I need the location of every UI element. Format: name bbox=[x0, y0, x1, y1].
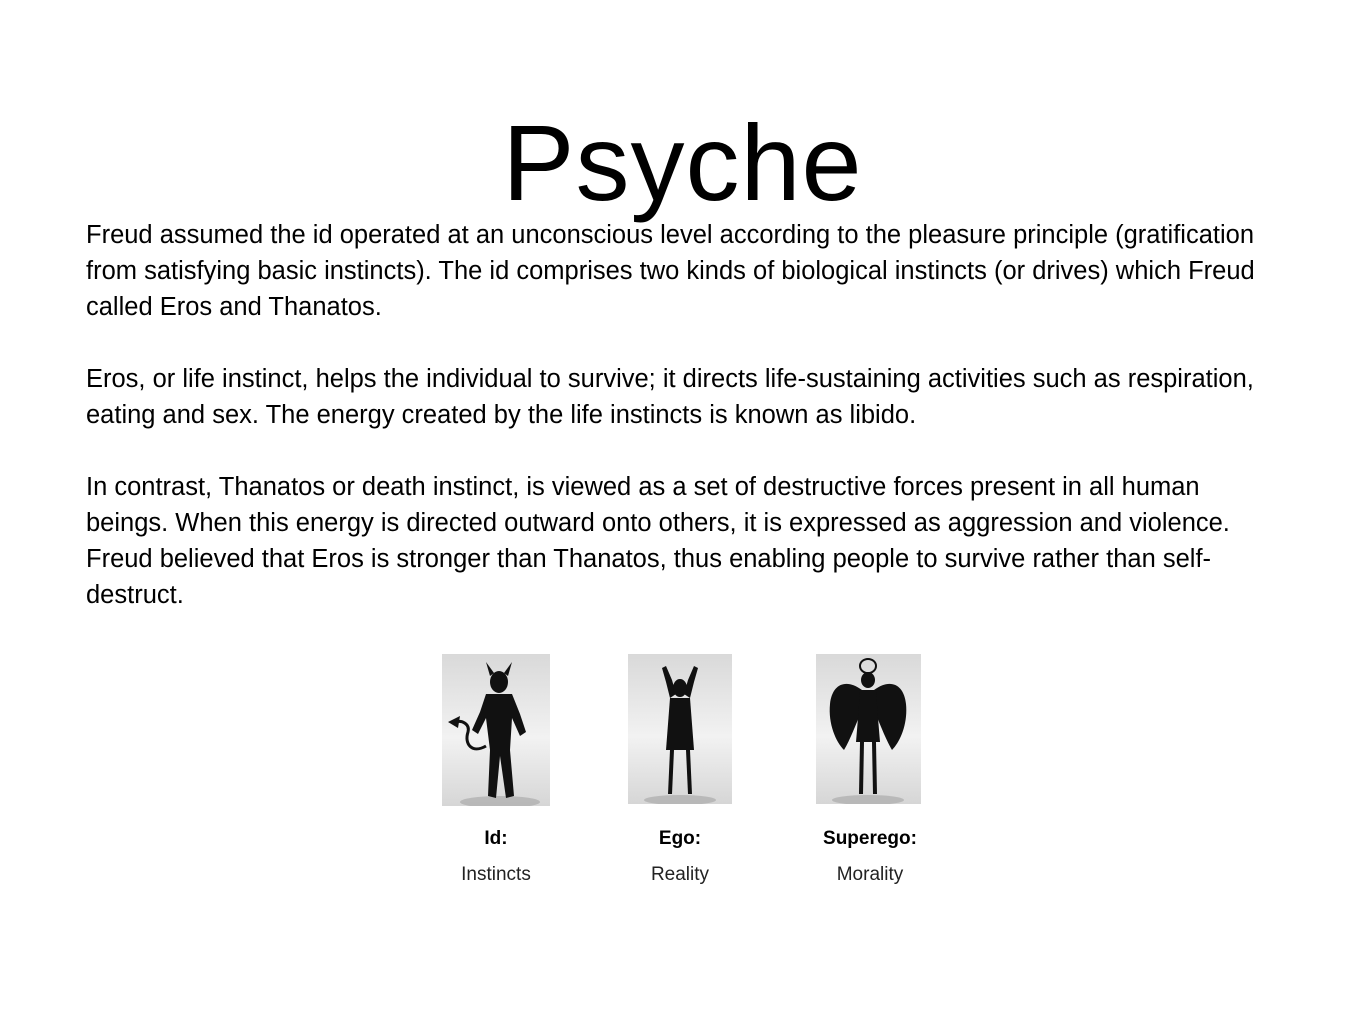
id-caption: Instincts bbox=[461, 864, 531, 885]
devil-silhouette-icon bbox=[442, 654, 550, 806]
superego-caption: Morality bbox=[836, 864, 904, 885]
body-text bbox=[86, 217, 1261, 649]
person-arms-raised-icon bbox=[628, 654, 732, 804]
ego-heading: Ego: bbox=[658, 828, 702, 849]
slide-title: Psyche bbox=[502, 102, 863, 223]
ego-caption: Reality bbox=[650, 864, 710, 885]
angel-silhouette-icon bbox=[816, 654, 921, 804]
paragraph-eros: Eros, or life instinct, helps the individual to survive; it directs life-sustaining activities such as respiration, eating and sex. The energy created by the life instincts is known as libido. bbox=[86, 365, 1254, 429]
paragraph-id: Freud assumed the id operated at an unconscious level according to the pleasure principle (gratification from satisfying basic instincts). The id comprises two kinds of biological instincts (or drives) which Freud called Eros and Thanatos. bbox=[86, 221, 1255, 321]
paragraph-thanatos: In contrast, Thanatos or death instinct, is viewed as a set of destructive forces present in all human beings. When this energy is directed outward onto others, it is expressed as aggression and violence. Freud believed that Eros is stronger than Thanatos, thus enabling people to survive rather than self-destruct. bbox=[86, 473, 1230, 609]
psyche-figure bbox=[440, 654, 930, 894]
superego-heading: Superego: bbox=[823, 828, 917, 849]
id-heading: Id: bbox=[484, 828, 508, 849]
